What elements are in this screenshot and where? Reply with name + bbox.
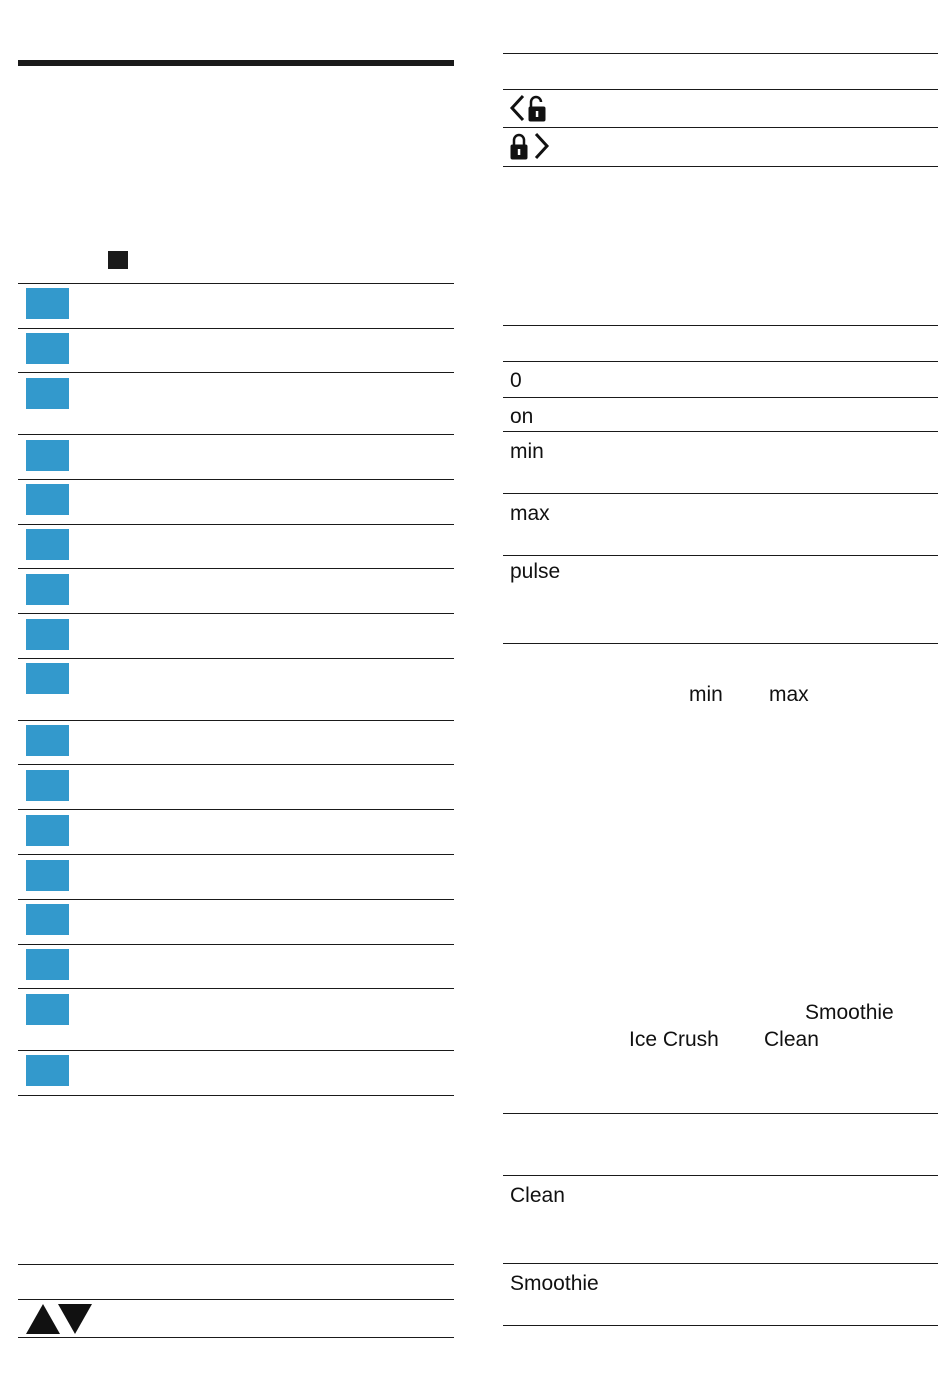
table-row-divider xyxy=(503,397,938,398)
blue-swatch-icon xyxy=(26,725,69,756)
blue-swatch-icon xyxy=(26,288,69,319)
table-row-divider xyxy=(18,809,454,810)
table-rule xyxy=(503,1113,938,1114)
table-row-divider xyxy=(503,127,938,128)
up-down-triangles-icon xyxy=(24,1303,94,1335)
program-label-clean: Clean xyxy=(510,1184,565,1207)
program-label-smoothie: Smoothie xyxy=(510,1272,599,1295)
speed-label-0: 0 xyxy=(510,369,522,392)
table-row-divider xyxy=(503,166,938,167)
table-row-divider xyxy=(18,434,454,435)
section-heading-rule xyxy=(18,60,454,66)
table-row-divider xyxy=(18,854,454,855)
blue-swatch-icon xyxy=(26,663,69,694)
inline-text-clean: Clean xyxy=(764,1028,819,1051)
blue-swatch-icon xyxy=(26,770,69,801)
table-row-divider xyxy=(18,328,454,329)
table-row-divider xyxy=(18,372,454,373)
inline-text-smoothie: Smoothie xyxy=(805,1001,894,1024)
inline-text-ice-crush: Ice Crush xyxy=(629,1028,719,1051)
table-row-divider xyxy=(503,361,938,362)
blue-swatch-icon xyxy=(26,904,69,935)
table-row-divider xyxy=(503,89,938,90)
table-rule xyxy=(503,53,938,54)
blue-swatch-icon xyxy=(26,860,69,891)
table-row-divider xyxy=(18,720,454,721)
table-row-divider xyxy=(18,1095,454,1096)
table-row-divider xyxy=(18,1337,454,1338)
table-row-divider xyxy=(18,899,454,900)
table-rule xyxy=(18,283,454,284)
table-row-divider xyxy=(18,764,454,765)
blue-swatch-icon xyxy=(26,994,69,1025)
table-row-divider xyxy=(503,493,938,494)
unlock-icon xyxy=(509,93,551,125)
table-row-divider xyxy=(18,613,454,614)
blue-swatch-icon xyxy=(26,378,69,409)
table-rule xyxy=(18,1264,454,1265)
blue-swatch-icon xyxy=(26,949,69,980)
blue-swatch-icon xyxy=(26,574,69,605)
table-row-divider xyxy=(18,479,454,480)
stop-square-icon xyxy=(108,251,128,269)
table-row-divider xyxy=(503,1325,938,1326)
speed-label-max: max xyxy=(510,502,550,525)
speed-label-min: min xyxy=(510,440,544,463)
speed-label-pulse: pulse xyxy=(510,560,561,583)
table-row-divider xyxy=(18,988,454,989)
table-rule xyxy=(503,325,938,326)
table-row-divider xyxy=(18,568,454,569)
table-row-divider xyxy=(503,1175,938,1176)
speed-label-on: on xyxy=(510,405,534,428)
table-row-divider xyxy=(503,1263,938,1264)
blue-swatch-icon xyxy=(26,333,69,364)
blue-swatch-icon xyxy=(26,815,69,846)
blue-swatch-icon xyxy=(26,440,69,471)
table-row-divider xyxy=(18,944,454,945)
table-row-divider xyxy=(18,1050,454,1051)
table-row-divider xyxy=(18,524,454,525)
blue-swatch-icon xyxy=(26,529,69,560)
table-row-divider xyxy=(503,643,938,644)
table-row-divider xyxy=(503,555,938,556)
inline-text-max: max xyxy=(769,683,809,706)
lock-icon xyxy=(509,131,553,163)
inline-text-min: min xyxy=(689,683,723,706)
blue-swatch-icon xyxy=(26,484,69,515)
table-row-divider xyxy=(18,658,454,659)
blue-swatch-icon xyxy=(26,619,69,650)
table-row-divider xyxy=(18,1299,454,1300)
blue-swatch-icon xyxy=(26,1055,69,1086)
table-row-divider xyxy=(503,431,938,432)
